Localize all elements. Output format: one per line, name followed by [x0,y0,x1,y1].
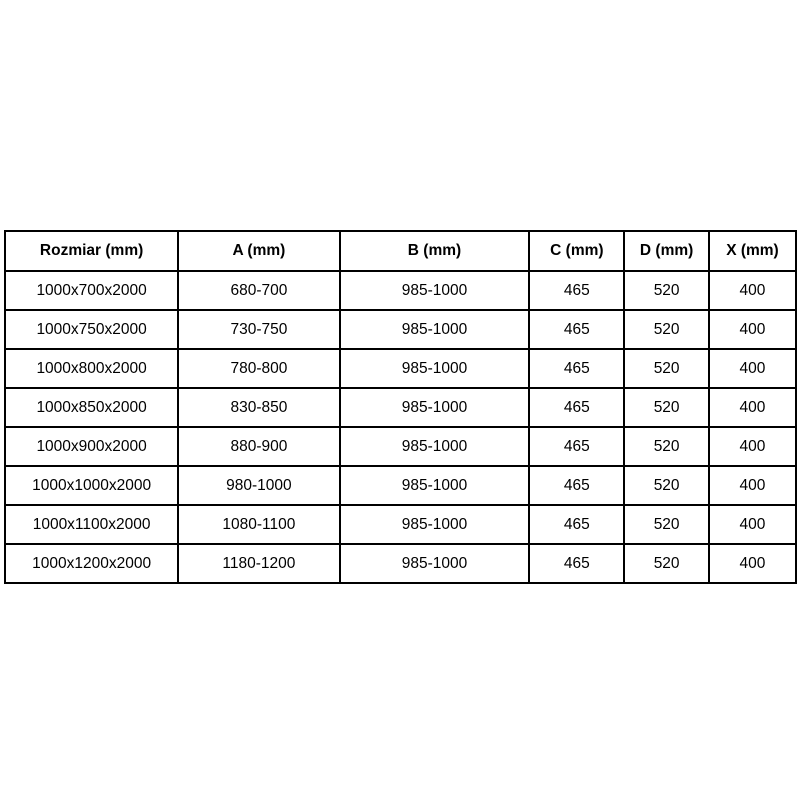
cell: 730-750 [178,310,339,349]
header-cell-col5: X (mm) [709,231,796,271]
cell: 1000x750x2000 [5,310,178,349]
cell: 985-1000 [340,349,530,388]
cell: 520 [624,505,709,544]
cell: 465 [529,466,624,505]
cell: 465 [529,388,624,427]
cell: 465 [529,427,624,466]
cell: 465 [529,505,624,544]
cell: 400 [709,349,796,388]
cell: 400 [709,271,796,310]
cell: 985-1000 [340,505,530,544]
cell: 780-800 [178,349,339,388]
cell: 400 [709,544,796,583]
cell: 465 [529,271,624,310]
cell: 980-1000 [178,466,339,505]
cell: 400 [709,388,796,427]
header-cell-col2: B (mm) [340,231,530,271]
cell: 1000x800x2000 [5,349,178,388]
table-body [5,271,796,583]
table-row [5,349,796,388]
cell: 465 [529,544,624,583]
cell: 1000x850x2000 [5,388,178,427]
header-cell-col1: A (mm) [178,231,339,271]
table-row [5,427,796,466]
cell: 465 [529,310,624,349]
cell: 1080-1100 [178,505,339,544]
table-row [5,505,796,544]
dimensions-table [4,230,797,584]
cell: 400 [709,427,796,466]
cell: 400 [709,310,796,349]
cell: 985-1000 [340,466,530,505]
header-row [5,231,796,271]
header-cell-col3: C (mm) [529,231,624,271]
cell: 400 [709,466,796,505]
table-row [5,310,796,349]
table-row [5,271,796,310]
cell: 1000x900x2000 [5,427,178,466]
cell: 1000x1100x2000 [5,505,178,544]
cell: 985-1000 [340,388,530,427]
cell: 520 [624,271,709,310]
table-row [5,466,796,505]
cell: 520 [624,466,709,505]
cell: 465 [529,349,624,388]
cell: 985-1000 [340,271,530,310]
dimensions-table-container [4,230,797,584]
cell: 520 [624,310,709,349]
table-row [5,388,796,427]
cell: 985-1000 [340,544,530,583]
cell: 880-900 [178,427,339,466]
cell: 1000x700x2000 [5,271,178,310]
cell: 985-1000 [340,310,530,349]
header-cell-col4: D (mm) [624,231,709,271]
cell: 1000x1000x2000 [5,466,178,505]
cell: 1180-1200 [178,544,339,583]
cell: 680-700 [178,271,339,310]
cell: 400 [709,505,796,544]
cell: 985-1000 [340,427,530,466]
cell: 520 [624,349,709,388]
header-cell-col0: Rozmiar (mm) [5,231,178,271]
table-row [5,544,796,583]
cell: 830-850 [178,388,339,427]
cell: 520 [624,388,709,427]
cell: 520 [624,427,709,466]
cell: 1000x1200x2000 [5,544,178,583]
cell: 520 [624,544,709,583]
